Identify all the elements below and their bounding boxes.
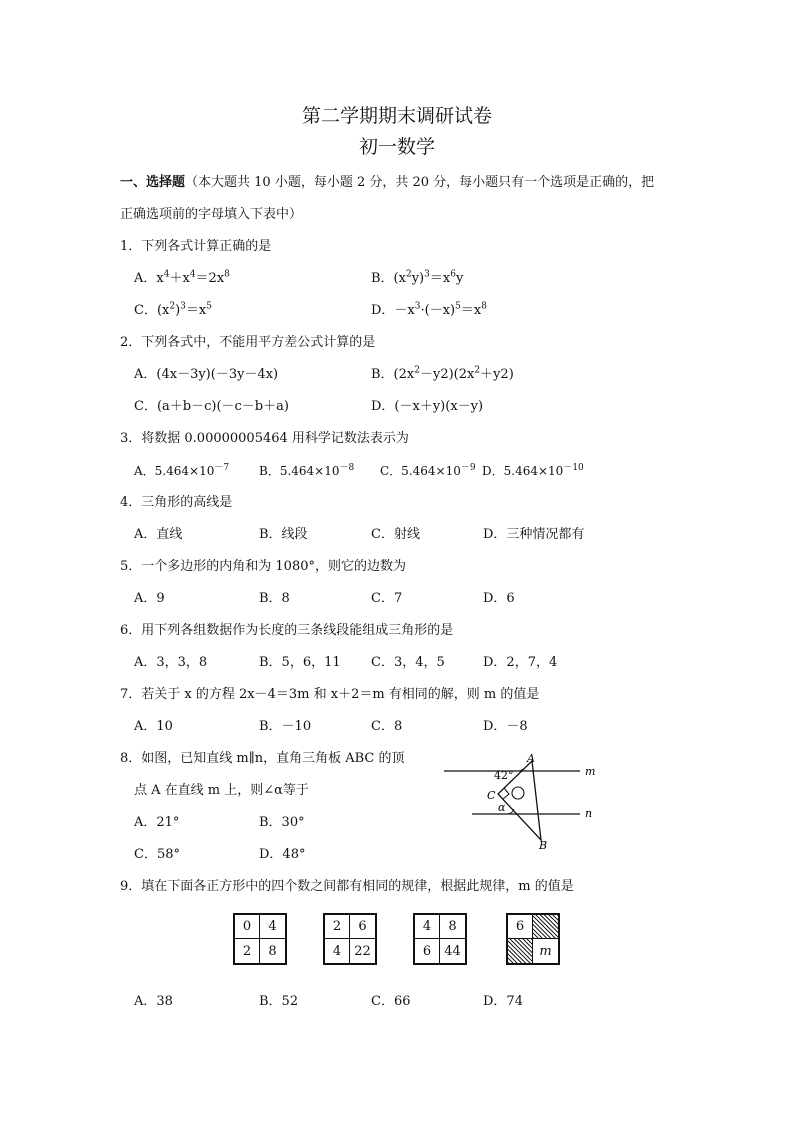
- label-42: 42°: [494, 769, 514, 782]
- q5-stem: 5．一个多边形的内角和为 1080°，则它的边数为: [120, 559, 406, 574]
- q6-stem: 6．用下列各组数据作为长度的三条线段能组成三角形的是: [120, 623, 454, 638]
- q5-option-a: A．9: [134, 591, 165, 606]
- label-a: A: [527, 752, 535, 765]
- q7-option-a: A．10: [134, 719, 173, 734]
- q4-option-c: C．射线: [371, 527, 420, 542]
- number-square-1: [233, 913, 287, 965]
- q8-stem-1: 8．如图，已知直线 m∥n，直角三角板 ABC 的顶: [120, 751, 405, 766]
- q9-option-b: B．52: [259, 994, 299, 1009]
- q4-stem: 4．三角形的高线是: [120, 495, 233, 510]
- q8-option-a: A．21°: [134, 815, 180, 830]
- triangle-hole: [512, 787, 524, 799]
- q1-option-a: A．$x^4+x^4=2x^8$: [134, 269, 230, 286]
- square-2-tr: 6: [350, 915, 375, 939]
- section-intro: [120, 175, 654, 191]
- label-b: B: [539, 839, 548, 852]
- right-angle-mark: [503, 788, 509, 799]
- q3-option-a: A．$5.464\times 10^{-7}$: [134, 463, 230, 478]
- q3-option-b: B．$5.464\times 10^{-8}$: [259, 463, 355, 478]
- q9-stem: 9．填在下面各正方形中的四个数之间都有相同的规律，根据此规律，m 的值是: [120, 879, 574, 894]
- square-4-tl: 6: [508, 915, 533, 939]
- q5-option-b: B．8: [259, 591, 290, 606]
- q9-option-c: C．66: [371, 994, 411, 1009]
- square-3-tr: 8: [440, 915, 465, 939]
- label-c: C: [487, 789, 496, 802]
- q1-option-c: C．$(x^2)^3=x^5$: [134, 301, 212, 318]
- number-square-2: [323, 913, 377, 965]
- q8-option-b: B．30°: [259, 815, 305, 830]
- square-1-br: 8: [268, 943, 277, 959]
- section-heading: 一、选择题: [120, 175, 186, 190]
- label-n: n: [585, 807, 593, 820]
- q4-option-d: D．三种情况都有: [483, 527, 585, 542]
- q7-option-d: D．－8: [483, 719, 528, 734]
- square-3-tl: 4: [415, 915, 440, 939]
- q2-option-c: C．(a＋b－c)(－c－b＋a): [134, 399, 289, 414]
- square-4-tr-hatched: [533, 915, 558, 939]
- q1-option-d: D．$-x^3\cdot(-x)^5=x^8$: [371, 301, 487, 318]
- q2-option-b: B．$(2x^2-y2)(2x^2+y2)$: [371, 365, 514, 382]
- q4-option-b: B．线段: [259, 527, 308, 542]
- q4-option-a: A．直线: [134, 527, 183, 542]
- q3-option-d: D．$5.464\times 10^{-10}$: [482, 463, 584, 478]
- q8-option-c: C．58°: [134, 847, 180, 862]
- q7-stem: 7．若关于 x 的方程 2x－4＝3m 和 x＋2＝m 有相同的解，则 m 的值是: [120, 687, 540, 702]
- label-m: m: [585, 765, 596, 778]
- square-3-bl: 6: [415, 939, 440, 963]
- q6-option-c: C．3，4，5: [371, 655, 445, 670]
- q6-option-b: B．5，6，11: [259, 655, 341, 670]
- q5-option-c: C．7: [371, 591, 403, 606]
- q1-option-b: B．$(x^2y)^3=x^6y$: [371, 269, 464, 286]
- section-desc-2: 正确选项前的字母填入下表中）: [120, 207, 303, 222]
- square-4-bl-hatched: [508, 939, 533, 963]
- q5-option-d: D．6: [483, 591, 515, 606]
- square-4-br: m: [539, 943, 552, 959]
- square-3-br: 44: [444, 943, 461, 959]
- q8-stem-2: 点 A 在直线 m 上，则∠α等于: [134, 783, 309, 798]
- q2-stem: 2．下列各式中，不能用平方差公式计算的是: [120, 335, 376, 350]
- square-1-bl: 2: [235, 939, 260, 963]
- square-2-tl: 2: [325, 915, 350, 939]
- q9-option-d: D．74: [483, 994, 523, 1009]
- q6-option-d: D．2，7，4: [483, 655, 558, 670]
- q6-option-a: A．3，3，8: [134, 655, 208, 670]
- label-alpha: α: [498, 801, 506, 814]
- q9-option-a: A．38: [134, 994, 173, 1009]
- number-square-4: [506, 913, 560, 965]
- square-2-br: 22: [354, 943, 371, 959]
- q8-figure: [438, 752, 598, 852]
- square-1-tr: 4: [260, 915, 285, 939]
- q3-stem: 3．将数据 0.00000005464 用科学记数法表示为: [120, 431, 409, 446]
- page-title: 第二学期期末调研试卷: [301, 105, 492, 127]
- square-2-bl: 4: [325, 939, 350, 963]
- q1-stem: 1．下列各式计算正确的是: [120, 239, 272, 254]
- q3-option-c: C．$5.464\times 10^{-9}$: [380, 463, 476, 478]
- section-desc-1: （本大题共 10 小题，每小题 2 分，共 20 分，每小题只有一个选项是正确的，把: [185, 175, 655, 190]
- q2-option-d: D．(－x＋y)(x－y): [371, 399, 484, 414]
- q2-option-a: A．(4x－3y)(－3y－4x): [134, 367, 279, 382]
- number-square-3: [413, 913, 467, 965]
- square-1-tl: 0: [235, 915, 260, 939]
- q7-option-b: B．－10: [259, 719, 312, 734]
- page-subtitle: 初一数学: [358, 136, 435, 158]
- q8-option-d: D．48°: [259, 847, 306, 862]
- q7-option-c: C．8: [371, 719, 403, 734]
